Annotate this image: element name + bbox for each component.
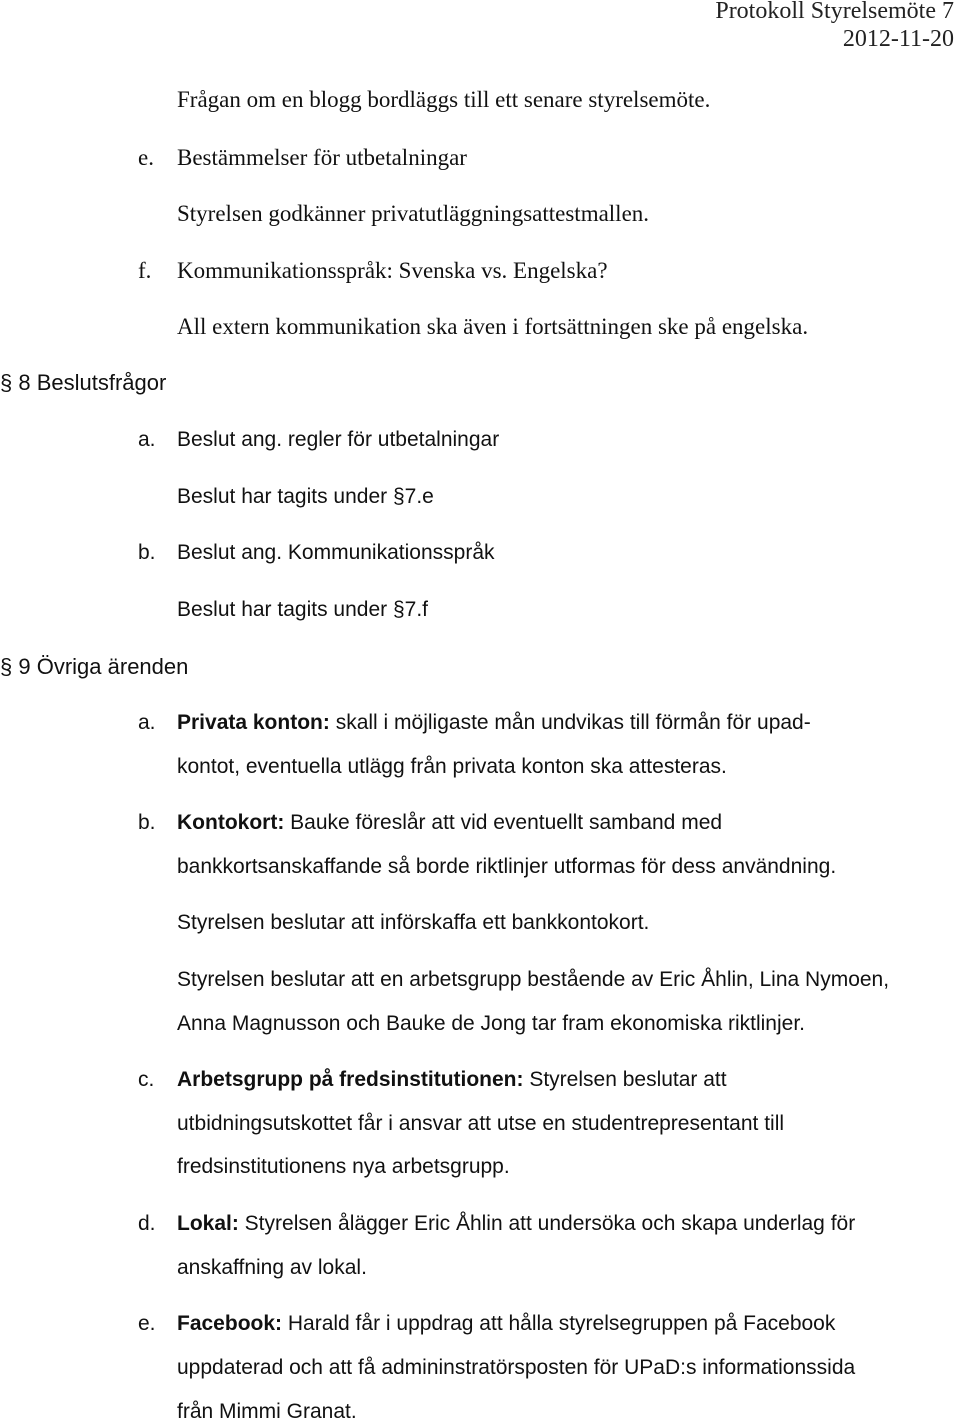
item-9b-letter: b. bbox=[138, 811, 156, 834]
document-title: Protokoll Styrelsemöte 7 bbox=[715, 0, 954, 24]
item-9b-line1: Kontokort: Bauke föreslår att vid eventuellt samband med bbox=[177, 811, 723, 834]
section-8-heading bbox=[0, 370, 166, 396]
item-7f-letter: f. bbox=[138, 258, 152, 283]
item-9b-label: Kontokort: bbox=[177, 811, 285, 834]
section-reference: §7.e bbox=[392, 485, 434, 508]
item-9d-line1: Lokal: Styrelsen ålägger Eric Åhlin att undersöka och skapa underlag för bbox=[177, 1212, 856, 1235]
item-7f-body: All extern kommunikation ska även i fortsättningen ske på engelska. bbox=[177, 314, 809, 339]
item-9a-letter: a. bbox=[138, 711, 156, 734]
section-symbol: § bbox=[0, 654, 13, 679]
item-7e-title: Bestämmelser för utbetalningar bbox=[177, 145, 467, 170]
item-9a-label: Privata konton: bbox=[177, 711, 330, 734]
item-9c-line3: fredsinstitutionens nya arbetsgrupp. bbox=[177, 1155, 510, 1178]
item-9c-line1: Arbetsgrupp på fredsinstitutionen: Styrelsen beslutar att bbox=[177, 1068, 727, 1091]
section-8-title: 8 Beslutsfrågor bbox=[18, 370, 167, 395]
item-7d-body: Frågan om en blogg bordläggs till ett senare styrelsemöte. bbox=[177, 87, 711, 112]
item-8a-letter: a. bbox=[138, 428, 156, 451]
item-9c-letter: c. bbox=[138, 1068, 155, 1091]
item-7e-body: Styrelsen godkänner privatutläggningsattestmallen. bbox=[177, 201, 650, 226]
section-symbol: § bbox=[0, 370, 13, 395]
item-9e-letter: e. bbox=[138, 1312, 156, 1335]
item-9d-line2: anskaffning av lokal. bbox=[177, 1256, 367, 1279]
section-9-heading bbox=[0, 654, 188, 680]
item-9e-label: Facebook: bbox=[177, 1312, 283, 1335]
item-9a-line1: Privata konton: skall i möjligaste mån undvikas till förmån för upad- bbox=[177, 711, 811, 734]
item-9c-line2: utbidningsutskottet får i ansvar att utse en studentrepresentant till bbox=[177, 1112, 785, 1135]
document-date: 2012-11-20 bbox=[842, 26, 954, 52]
item-7f-title: Kommunikationsspråk: Svenska vs. Engelska? bbox=[177, 258, 608, 283]
section-9-title: 9 Övriga ärenden bbox=[18, 654, 189, 679]
item-9c-label: Arbetsgrupp på fredsinstitutionen: bbox=[177, 1068, 524, 1091]
item-8b-title: Beslut ang. Kommunikationsspråk bbox=[177, 541, 495, 564]
item-9b-line2: bankkortsanskaffande så borde riktlinjer utformas för dess användning. bbox=[177, 855, 837, 878]
item-9e-line2: uppdaterad och att få admininstratörsposten för UPaD:s informationssida bbox=[177, 1356, 856, 1379]
item-9e-line3: från Mimmi Granat. bbox=[177, 1400, 357, 1423]
item-9d-label: Lokal: bbox=[177, 1212, 239, 1235]
section-reference: §7.f bbox=[392, 598, 428, 621]
item-9e-line1: Facebook: Harald får i uppdrag att hålla styrelsegruppen på Facebook bbox=[177, 1312, 836, 1335]
item-7e-letter: e. bbox=[138, 145, 154, 170]
item-8a-body: Beslut har tagits under §7.e bbox=[177, 485, 434, 508]
item-9b-decision-2-line2: Anna Magnusson och Bauke de Jong tar fram ekonomiska riktlinjer. bbox=[177, 1012, 806, 1035]
item-9b-decision-2-line1: Styrelsen beslutar att en arbetsgrupp bestående av Eric Åhlin, Lina Nymoen, bbox=[177, 968, 890, 991]
item-8b-body: Beslut har tagits under §7.f bbox=[177, 598, 428, 621]
item-8a-title: Beslut ang. regler för utbetalningar bbox=[177, 428, 500, 451]
item-9b-decision-1: Styrelsen beslutar att införskaffa ett bankkontokort. bbox=[177, 911, 650, 934]
item-9a-line2: kontot, eventuella utlägg från privata konton ska attesteras. bbox=[177, 755, 727, 778]
item-8b-letter: b. bbox=[138, 541, 156, 564]
item-9d-letter: d. bbox=[138, 1212, 156, 1235]
